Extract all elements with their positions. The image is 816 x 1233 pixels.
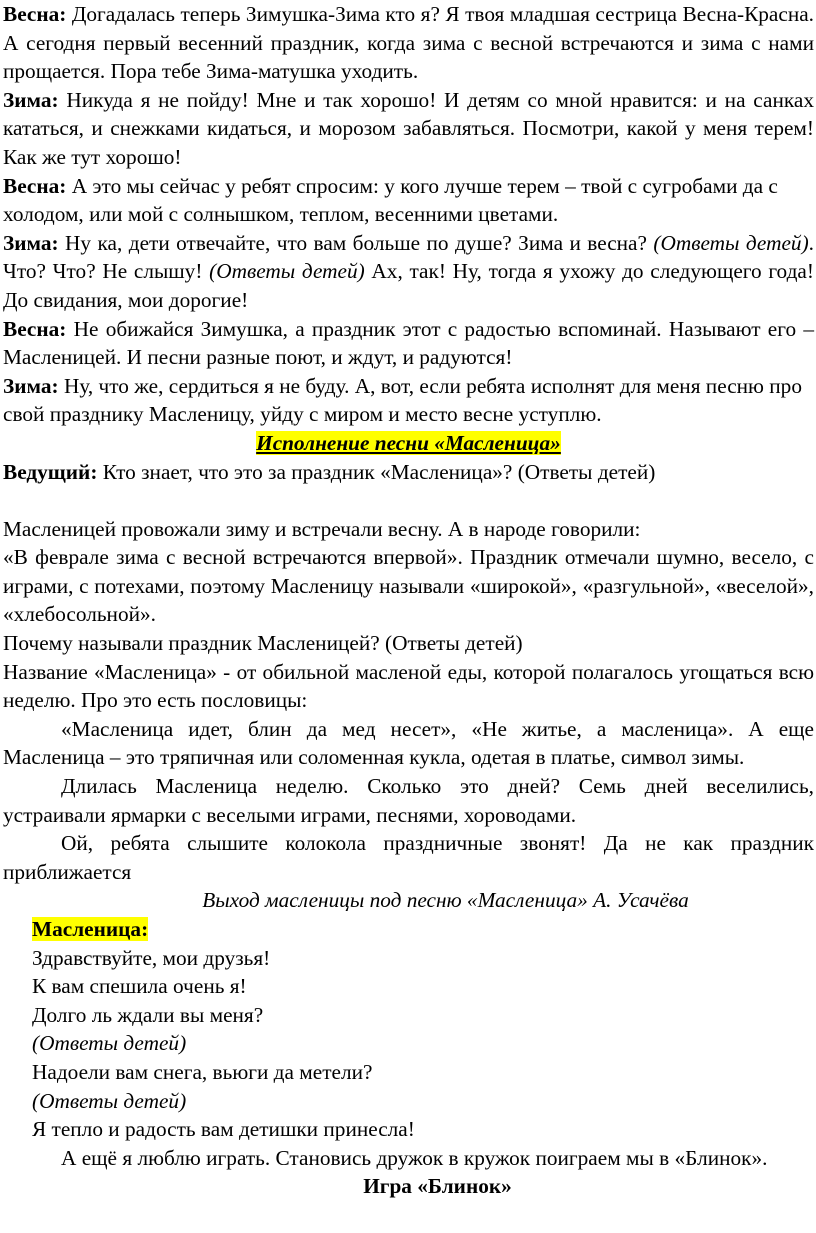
dialogue-vesna-3 bbox=[3, 315, 814, 372]
dialogue-text: Ну, что же, сердиться я не буду. А, вот, если ребята исполнят для меня песню про свой празднику Масленицу, уйду с миром и место весне уступлю. bbox=[3, 373, 802, 427]
verse-line: Долго ль ждали вы меня? bbox=[32, 1002, 264, 1027]
speaker-label: Масленица: bbox=[32, 917, 149, 941]
speaker-label: Весна: bbox=[3, 316, 67, 341]
children-answer-note: (Ответы детей) bbox=[209, 259, 365, 284]
maslenitsa-speaker bbox=[3, 915, 814, 944]
speaker-label: Зима: bbox=[3, 373, 59, 398]
host-line bbox=[3, 458, 814, 487]
body-paragraph-5: «Масленица идет, блин да мед несет», «Не житье, а масленица». А еще Масленица – это тряпичная или соломенная кукла, одетая в платье, символ зимы. bbox=[3, 716, 814, 770]
verse-line: Надоели вам снега, вьюги да метели? bbox=[32, 1059, 373, 1084]
dialogue-zima-1 bbox=[3, 86, 814, 172]
body-paragraph-6: Длилась Масленица неделю. Сколько это дней? Семь дней веселились, устраивали ярмарки с веселыми играми, песнями, хороводами. bbox=[3, 774, 814, 827]
body-paragraph-4: Название «Масленица» - от обильной масленой еды, которой полагалось угощаться всю неделю. Про это есть пословицы: bbox=[3, 659, 814, 713]
body-paragraph-3: Почему называли праздник Масленицей? (Ответы детей) bbox=[3, 631, 523, 656]
speaker-label: Ведущий: bbox=[3, 459, 98, 484]
speaker-label: Зима: bbox=[3, 87, 59, 112]
game-heading: Игра «Блинок» bbox=[363, 1174, 512, 1199]
verse-line: Я тепло и радость вам детишки принесла! bbox=[32, 1117, 415, 1142]
dialogue-text: А это мы сейчас у ребят спросим: у кого лучше терем – твой с сугробами да с холодом, или мой с солнышком, теплом, весенними цветами. bbox=[3, 173, 778, 227]
maslenitsa-closing: А ещё я люблю играть. Становись дружок в кружок поиграем мы в «Блинок». bbox=[61, 1145, 768, 1170]
dialogue-text: Ах, так! Ну, тогда я ухожу до следующего года! До свидания, мои дорогие! bbox=[3, 259, 814, 312]
children-answer-note: (Ответы детей) bbox=[32, 1088, 187, 1113]
song-heading-text: Исполнение песни «Масленица» bbox=[256, 430, 561, 455]
speaker-label: Зима: bbox=[3, 230, 59, 255]
body-paragraph-2: «В феврале зима с весной встречаются впервой». Праздник отмечали шумно, весело, с играми, с потехами, поэтому Масленицу называли «широкой», «разгульной», «веселой», «хлебосольной». bbox=[3, 545, 814, 627]
body-paragraph-1: Масленицей провожали зиму и встречали весну. А в народе говорили: bbox=[3, 516, 641, 541]
dialogue-text: Никуда я не пойду! Мне и так хорошо! И детям со мной нравится: и на санках кататься, и снежками кидаться, и морозом забавляться. Посмотри, какой у меня терем! Как же тут хорошо! bbox=[3, 87, 814, 169]
dialogue-text: Ну ка, дети отвечайте, что вам больше по душе? Зима и весна? bbox=[58, 230, 647, 255]
dialogue-vesna-1 bbox=[3, 0, 814, 86]
speaker-label: Весна: bbox=[3, 2, 67, 26]
speaker-label: Весна: bbox=[3, 173, 67, 198]
dialogue-text: Кто знает, что это за праздник «Масленица»? (Ответы детей) bbox=[97, 459, 656, 484]
verse-line: К вам спешила очень я! bbox=[32, 974, 247, 999]
body-paragraph-7: Ой, ребята слышите колокола праздничные звонят! Да не как праздник приближается bbox=[3, 831, 814, 884]
children-answer-note: (Ответы детей) bbox=[653, 230, 809, 255]
dialogue-text: . Что? Что? Не слышу! bbox=[3, 230, 814, 284]
dialogue-text: Не обижайся Зимушка, а праздник этот с радостью вспоминай. Называют его – Масленицей. И песни разные поют, и ждут, и радуются! bbox=[3, 316, 814, 370]
blank-line bbox=[3, 486, 814, 515]
song-heading bbox=[3, 429, 814, 458]
dialogue-zima-3 bbox=[3, 372, 814, 429]
dialogue-text: Догадалась теперь Зимушка-Зима кто я? Я твоя младшая сестрица Весна-Красна. А сегодня первый весенний праздник, когда зима с весной встречаются и зима с нами прощается. Пора тебе Зима-матушка уходить. bbox=[3, 2, 814, 84]
children-answer-note: (Ответы детей) bbox=[32, 1031, 187, 1056]
dialogue-vesna-2 bbox=[3, 172, 814, 229]
entrance-note: Выход масленицы под песню «Масленица» А. Усачёва bbox=[202, 888, 689, 913]
verse-line: Здравствуйте, мои друзья! bbox=[32, 945, 271, 970]
dialogue-zima-2 bbox=[3, 229, 814, 315]
